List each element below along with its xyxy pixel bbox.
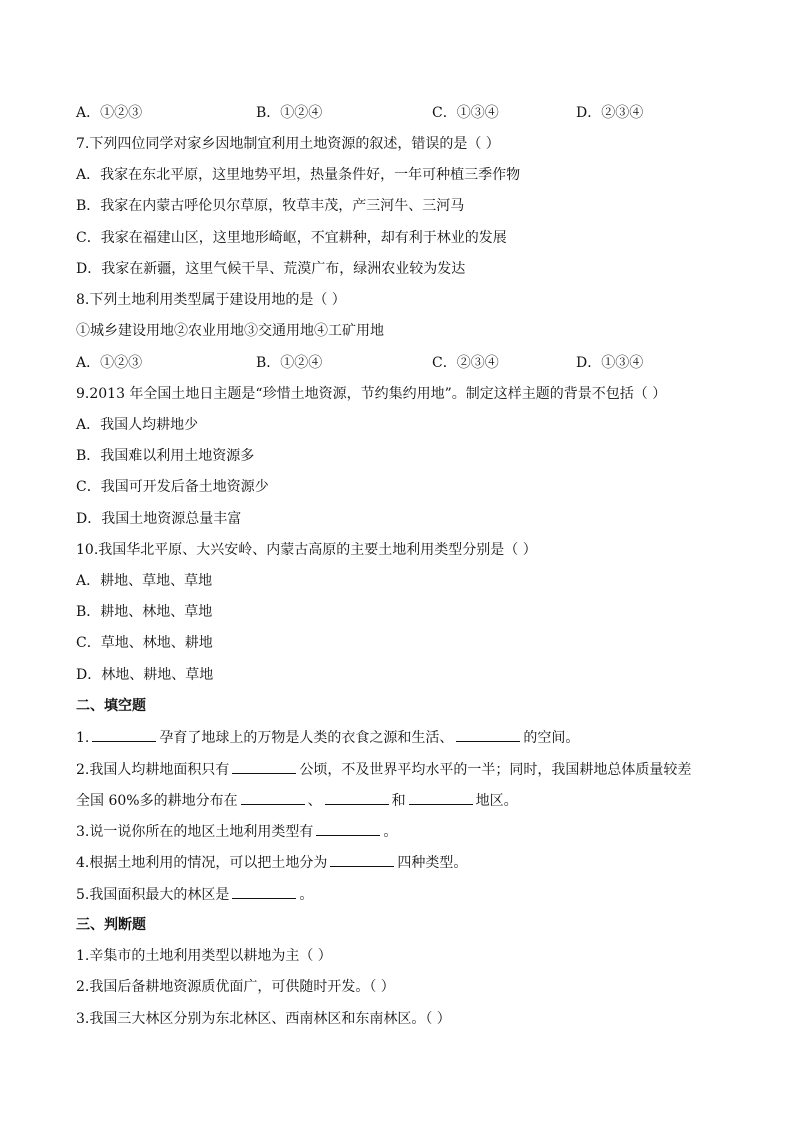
- section-2-heading: 二、填空题: [76, 698, 146, 714]
- q7-option-d: D．我家在新疆，这里气候干旱、荒漠广布，绿洲农业较为发达: [76, 261, 466, 277]
- fill-q2-part-e: 和: [391, 793, 406, 809]
- fill-q2-part-d: 、: [307, 793, 322, 809]
- fill-q5-part-b: 。: [299, 887, 314, 903]
- answer-blank[interactable]: [456, 727, 520, 742]
- q8-option-c: C．②③④: [432, 355, 499, 371]
- q6-option-c: C．①③④: [432, 105, 499, 121]
- answer-blank[interactable]: [92, 727, 156, 742]
- fill-q4: [76, 852, 467, 873]
- fill-q3-part-b: 。: [383, 824, 398, 840]
- q9-option-d: D．我国土地资源总量丰富: [76, 511, 242, 527]
- fill-q1-part-b: 孕育了地球上的万物是人类的衣食之源和生活、: [159, 730, 454, 746]
- q10-option-d: D．林地、耕地、草地: [76, 667, 214, 683]
- q6-option-b: B．①②④: [256, 105, 323, 121]
- q10-stem: 10.我国华北平原、大兴安岭、内蒙古高原的主要土地利用类型分别是（ ）: [76, 542, 537, 558]
- q8-items: ①城乡建设用地②农业用地③交通用地④工矿用地: [76, 323, 384, 339]
- q7-option-a: A．我家在东北平原，这里地势平坦，热量条件好，一年可种植三季作物: [76, 167, 521, 183]
- judge-q1: 1.辛集市的土地利用类型以耕地为主（ ）: [76, 948, 332, 964]
- fill-q2-line-1: [76, 759, 691, 780]
- section-3-heading: 三、判断题: [76, 917, 146, 933]
- q6-option-d: D．②③④: [576, 105, 644, 121]
- q10-option-a: A．耕地、草地、草地: [76, 573, 213, 589]
- q8-option-b: B．①②④: [256, 355, 323, 371]
- answer-blank[interactable]: [241, 790, 305, 805]
- q8-option-a: A．①②③: [76, 355, 143, 371]
- q10-option-c: C．草地、林地、耕地: [76, 635, 213, 651]
- q7-stem: 7.下列四位同学对家乡因地制宜利用土地资源的叙述，错误的是（ ）: [76, 136, 500, 152]
- q7-option-c: C．我家在福建山区，这里地形崎岖，不宜耕种，却有利于林业的发展: [76, 230, 507, 246]
- answer-blank[interactable]: [232, 884, 296, 899]
- answer-blank[interactable]: [409, 790, 473, 805]
- q7-option-b: B．我家在内蒙古呼伦贝尔草原，牧草丰茂，产三河牛、三河马: [76, 198, 465, 214]
- q8-stem: 8.下列土地利用类型属于建设用地的是（ ）: [76, 292, 346, 308]
- fill-q3: [76, 821, 397, 842]
- answer-blank[interactable]: [325, 790, 389, 805]
- q9-stem: 9.2013 年全国土地日主题是“珍惜土地资源，节约集约用地”。制定这样主题的背景不包括（ ）: [76, 386, 667, 402]
- fill-q5-part-a: 5.我国面积最大的林区是: [76, 887, 230, 903]
- fill-q2-line-2: [76, 790, 518, 811]
- answer-blank[interactable]: [330, 852, 394, 867]
- fill-q4-part-a: 4.根据土地利用的情况，可以把土地分为: [76, 855, 328, 871]
- fill-q5: [76, 884, 313, 905]
- q9-option-c: C．我国可开发后备土地资源少: [76, 479, 269, 495]
- fill-q2-part-f: 地区。: [475, 793, 518, 809]
- q8-option-d: D．①③④: [576, 355, 644, 371]
- fill-q1: [76, 727, 579, 748]
- fill-q1-part-c: 的空间。: [523, 730, 580, 746]
- q10-option-b: B．耕地、林地、草地: [76, 604, 213, 620]
- q9-option-a: A．我国人均耕地少: [76, 417, 199, 433]
- answer-blank[interactable]: [316, 821, 380, 836]
- fill-q4-part-b: 四种类型。: [397, 855, 468, 871]
- q6-option-a: A．①②③: [76, 105, 143, 121]
- fill-q1-part-a: 1.: [76, 730, 90, 746]
- fill-q2-part-c: 全国 60%多的耕地分布在: [76, 793, 238, 809]
- fill-q2-part-a: 2.我国人均耕地面积只有: [76, 762, 230, 778]
- judge-q2: 2.我国后备耕地资源质优面广，可供随时开发。（ ）: [76, 979, 395, 995]
- answer-blank[interactable]: [232, 759, 296, 774]
- q9-option-b: B．我国难以利用土地资源多: [76, 448, 255, 464]
- judge-q3: 3.我国三大林区分别为东北林区、西南林区和东南林区。（ ）: [76, 1011, 451, 1027]
- fill-q3-part-a: 3.说一说你所在的地区土地利用类型有: [76, 824, 314, 840]
- fill-q2-part-b: 公顷，不及世界平均水平的一半；同时，我国耕地总体质量较差: [299, 762, 692, 778]
